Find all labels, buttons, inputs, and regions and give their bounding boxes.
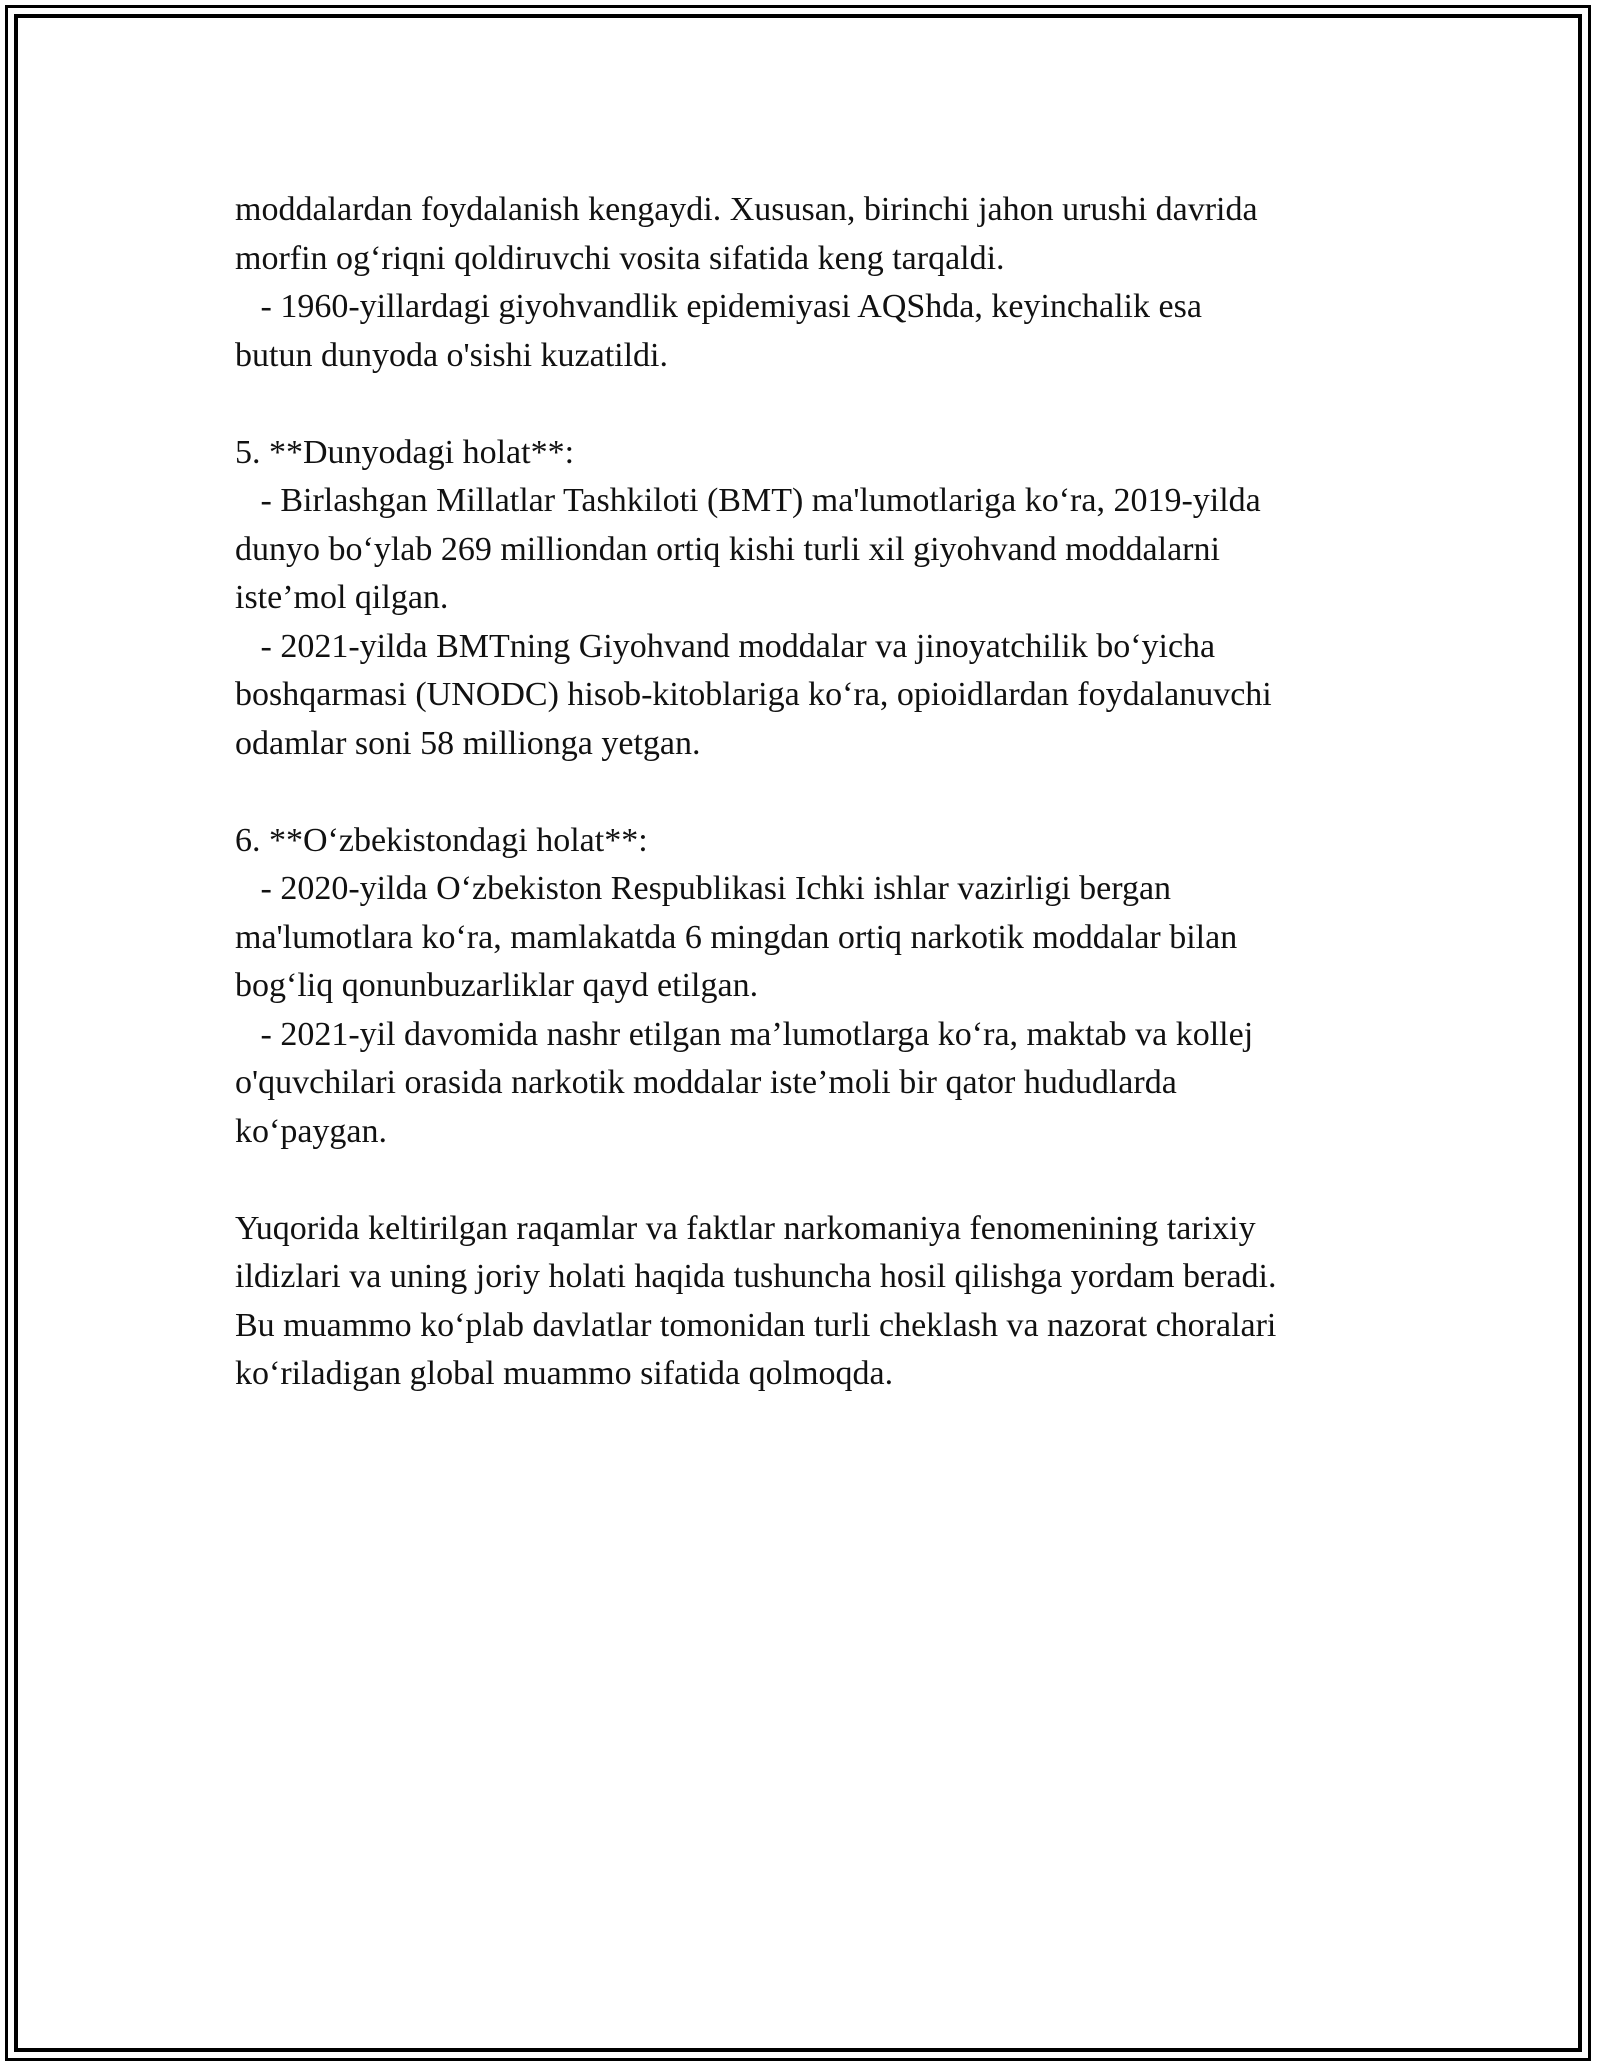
text-line: - Birlashgan Millatlar Tashkiloti (BMT) ma'lumotlariga ko‘ra, 2019-yilda bbox=[235, 482, 1261, 519]
text-line: - 1960-yillardagi giyohvandlik epidemiyasi AQShda, keyinchalik esa bbox=[235, 288, 1202, 325]
text-line: Yuqorida keltirilgan raqamlar va faktlar narkomaniya fenomenining tarixiy bbox=[235, 1209, 1256, 1247]
conclusion-paragraph bbox=[235, 1205, 1395, 1399]
text-line: - 2021-yil davomida nashr etilgan ma’lumotlarga ko‘ra, maktab va kollej bbox=[235, 1015, 1254, 1053]
text-line: butun dunyoda o'sishi kuzatildi. bbox=[235, 336, 668, 374]
section-5 bbox=[235, 429, 1395, 769]
section-heading: 6. **O‘zbekistondagi holat**: bbox=[235, 821, 648, 859]
section-heading: 5. **Dunyodagi holat**: bbox=[235, 433, 575, 471]
paragraph-spacer bbox=[235, 768, 1395, 817]
section-6 bbox=[235, 817, 1395, 1157]
intro-paragraph bbox=[235, 186, 1395, 380]
text-line: - 2021-yilda BMTning Giyohvand moddalar va jinoyatchilik bo‘yicha bbox=[235, 627, 1216, 665]
text-line: bog‘liq qonunbuzarliklar qayd etilgan. bbox=[235, 967, 759, 1004]
document-body bbox=[235, 186, 1395, 1399]
text-line: ildizlari va uning joriy holati haqida tushuncha hosil qilishga yordam beradi. bbox=[235, 1258, 1277, 1295]
text-line: o'quvchilari orasida narkotik moddalar iste’moli bir qator hududlarda bbox=[235, 1064, 1177, 1101]
paragraph-spacer bbox=[235, 1156, 1395, 1205]
text-line: iste’mol qilgan. bbox=[235, 579, 449, 616]
text-line: - 2020-yilda O‘zbekiston Respublikasi Ichki ishlar vazirligi bergan bbox=[235, 870, 1172, 907]
text-line: ko‘paygan. bbox=[235, 1112, 388, 1150]
text-line: Bu muammo ko‘plab davlatlar tomonidan turli cheklash va nazorat choralari bbox=[235, 1306, 1277, 1344]
paragraph-spacer bbox=[235, 380, 1395, 429]
text-line: moddalardan foydalanish kengaydi. Xususan, birinchi jahon urushi davrida bbox=[235, 191, 1258, 228]
text-line: morfin og‘riqni qoldiruvchi vosita sifatida keng tarqaldi. bbox=[235, 239, 1005, 277]
text-line: ko‘riladigan global muammo sifatida qolmoqda. bbox=[235, 1355, 894, 1392]
text-line: ma'lumotlara ko‘ra, mamlakatda 6 mingdan ortiq narkotik moddalar bilan bbox=[235, 918, 1238, 956]
text-line: odamlar soni 58 millionga yetgan. bbox=[235, 724, 701, 762]
text-line: boshqarmasi (UNODC) hisob-kitoblariga ko‘ra, opioidlardan foydalanuvchi bbox=[235, 676, 1272, 713]
text-line: dunyo bo‘ylab 269 milliondan ortiq kishi turli xil giyohvand moddalarni bbox=[235, 530, 1220, 568]
